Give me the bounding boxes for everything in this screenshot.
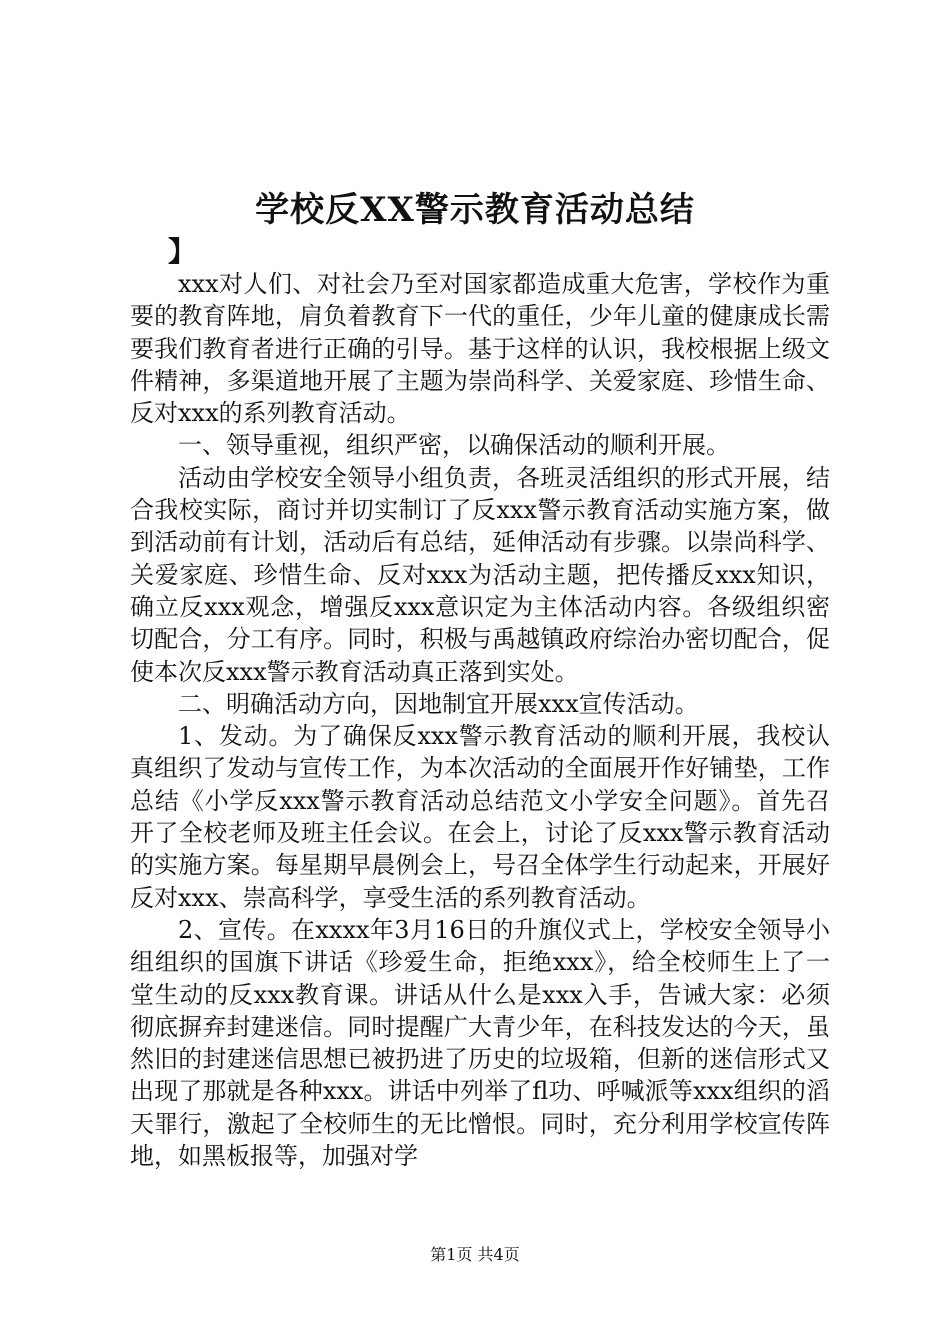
document-title: 学校反XX警示教育活动总结: [255, 190, 695, 230]
section-heading-2: 二、明确活动方向，因地制宜开展xxx宣传活动。: [178, 689, 699, 718]
document-body: [130, 268, 830, 1172]
paragraph-section-1: 活动由学校安全领导小组负责，各班灵活组织的形式开展，结合我校实际，商讨并切实制订了反xxx警示教育活动实施方案，做到活动前有计划，活动后有总结，延伸活动有步骤。以崇尚科学、关爱家庭、珍惜生命、反对xxx为活动主题，把传播反xxx知识，确立反xxx观念，增强反xxx意识定为主体活动内容。各级组织密切配合，分工有序。同时，积极与禹越镇政府综治办密切配合，促使本次反xxx警示教育活动真正落到实处。: [130, 463, 830, 686]
paragraph-publicity: 2、宣传。在xxxx年3月16日的升旗仪式上，学校安全领导小组组织的国旗下讲话《珍爱生命，拒绝xxx》，给全校师生上了一堂生动的反xxx教育课。讲话从什么是xxx入手，告诫大家：必须彻底摒弃封建迷信。同时提醒广大青少年，在科技发达的今天，虽然旧的封建迷信思想已被扔进了历史的垃圾箱，但新的迷信形式又出现了那就是各种xxx。讲话中列举了fl功、呼喊派等xxx组织的滔天罪行，激起了全校师生的无比憎恨。同时，充分利用学校宣传阵地，如黑板报等，加强对学: [130, 915, 830, 1171]
bracket-mark: 】: [168, 235, 197, 268]
paragraph-mobilization: 1、发动。为了确保反xxx警示教育活动的顺利开展，我校认真组织了发动与宣传工作，为本次活动的全面展开作好铺垫，工作总结《小学反xxx警示教育活动总结范文小学安全问题》。首先召开了全校老师及班主任会议。在会上，讨论了反xxx警示教育活动的实施方案。每星期早晨例会上，号召全体学生行动起来，开展好反对xxx、崇高科学，享受生活的系列教育活动。: [130, 722, 830, 912]
page-number: 第1页 共4页: [430, 1245, 520, 1264]
section-heading-1: 一、领导重视，组织严密，以确保活动的顺利开展。: [178, 431, 730, 460]
paragraph-intro: xxx对人们、对社会乃至对国家都造成重大危害，学校作为重要的教育阵地，肩负着教育下一代的重任，少年儿童的健康成长需要我们教育者进行正确的引导。基于这样的认识，我校根据上级文件精神，多渠道地开展了主题为崇尚科学、关爱家庭、珍惜生命、反对xxx的系列教育活动。: [130, 270, 830, 428]
